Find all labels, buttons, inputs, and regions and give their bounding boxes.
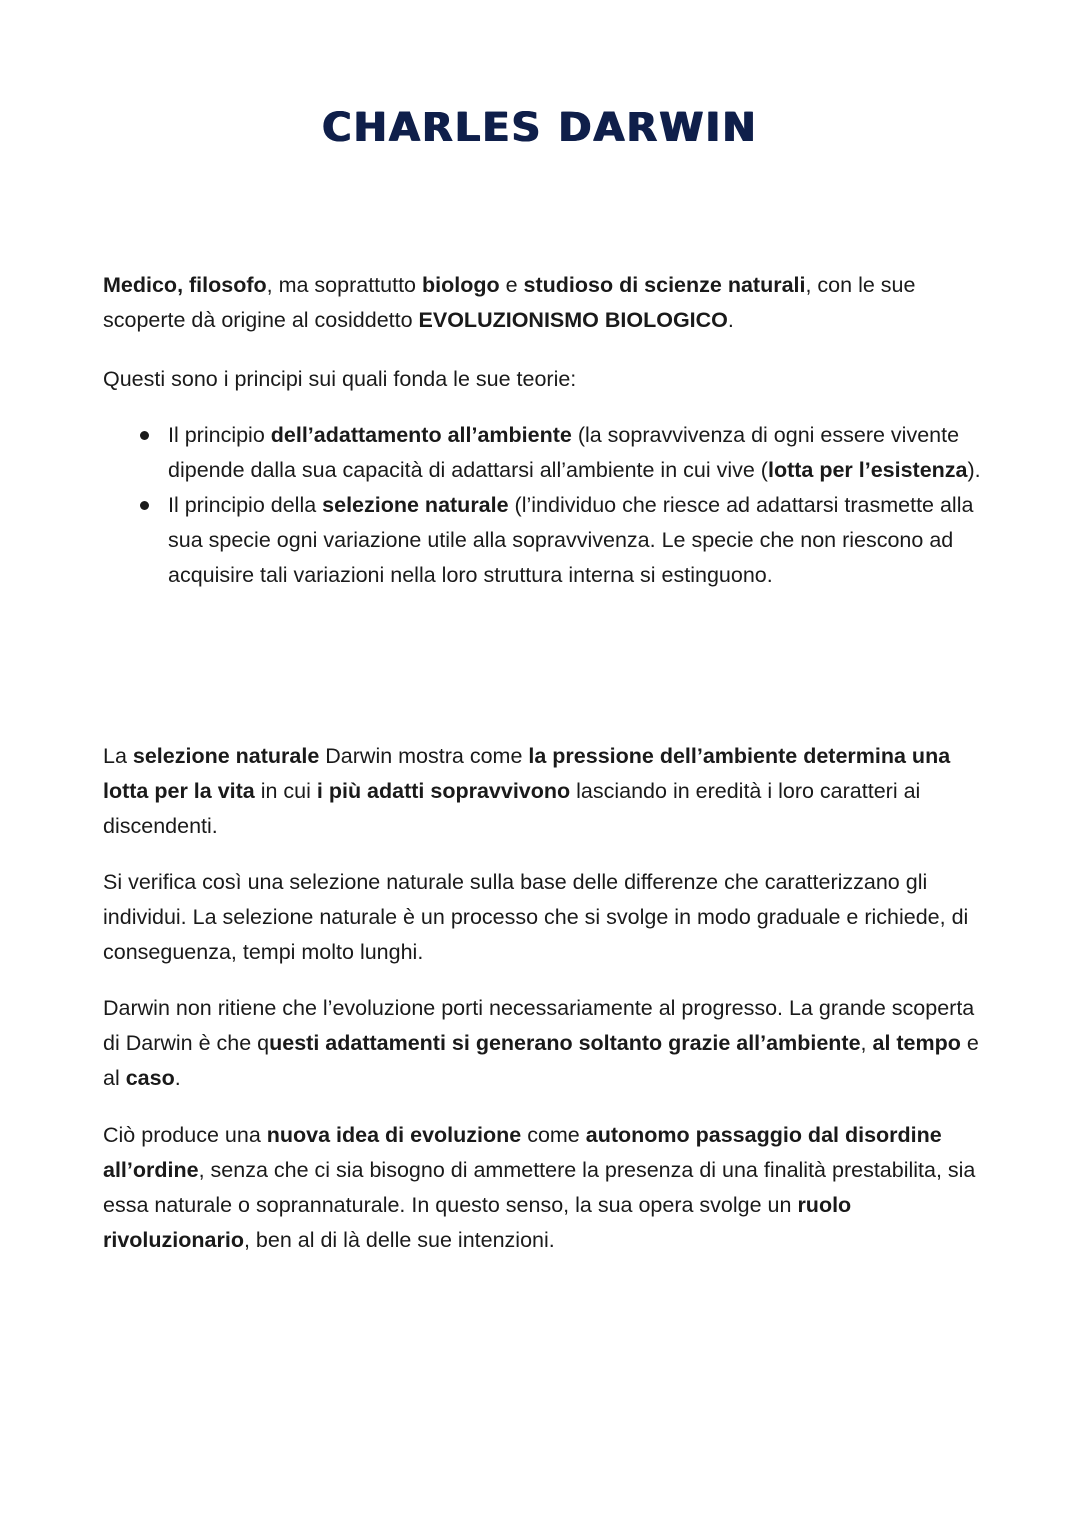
selection-paragraph <box>103 739 983 844</box>
para-bold: caso <box>125 1066 175 1090</box>
bullet-text: (la sopravvivenza di ogni essere vivente dipende dalla sua capacità di adattarsi all’ambiente in cui vive ( <box>168 423 960 482</box>
para-bold: nuova idea di evoluzione <box>266 1123 522 1147</box>
idea-paragraph <box>103 1118 983 1258</box>
para-text: , senza che ci sia bisogno di ammettere la presenza di una finalità prestabilita, sia essa naturale o soprannaturale. In questo senso, la sua opera svolge un <box>103 1158 976 1217</box>
para-text: Darwin non ritiene che l’evoluzione porti necessariamente al progresso. La grande scoperta di Darwin è che q <box>103 996 975 1055</box>
para-text: e al <box>103 1031 979 1090</box>
para-text: . <box>174 1066 181 1090</box>
bullet-icon <box>140 501 149 510</box>
intro-text: e <box>499 273 524 297</box>
list-item <box>103 488 983 593</box>
list-item <box>103 418 983 488</box>
page-title: CHARLES DARWIN <box>322 105 758 151</box>
para-text: lasciando in eredità i loro caratteri ai discendenti. <box>103 779 921 838</box>
bullet-text: ). <box>967 458 981 482</box>
para-bold: ruolo rivoluzionario <box>103 1193 852 1252</box>
bullet-bold: selezione naturale <box>322 493 509 517</box>
intro-bold-evoluzionismo: EVOLUZIONISMO BIOLOGICO <box>418 308 728 332</box>
progress-paragraph <box>103 991 983 1096</box>
para-text: in cui <box>254 779 317 803</box>
para-bold: la pressione dell’ambiente determina una lotta per la vita <box>103 744 951 803</box>
bullet-text: Il principio <box>168 423 271 447</box>
principles-intro <box>103 362 983 397</box>
para-bold: selezione naturale <box>132 744 320 768</box>
para-text: Ciò produce una <box>103 1123 267 1147</box>
para-bold: al tempo <box>872 1031 961 1055</box>
para-text: come <box>521 1123 586 1147</box>
para-bold: uesti adattamenti si generano soltanto grazie all’ambiente <box>269 1031 861 1055</box>
intro-bold-medico: Medico, filosofo <box>103 273 267 297</box>
principles-list <box>103 418 983 593</box>
para-text: Darwin mostra come <box>319 744 529 768</box>
intro-text: . <box>727 308 734 332</box>
para-text: , <box>860 1031 873 1055</box>
verify-paragraph <box>103 865 983 970</box>
intro-paragraph <box>103 268 983 338</box>
verify-text: Si verifica così una selezione naturale sulla base delle differenze che caratterizzano gli individui. La selezione naturale è un processo che si svolge in modo graduale e richiede, di conseguenza, tempi molto lunghi. <box>103 870 969 964</box>
bullet-icon <box>140 431 149 440</box>
intro-text: , con le sue scoperte dà origine al cosiddetto <box>103 273 916 332</box>
bullet-bold: dell’adattamento all’ambiente <box>270 423 572 447</box>
intro-bold-studioso: studioso di scienze naturali <box>523 273 806 297</box>
bullet-text: Il principio della <box>168 493 323 517</box>
para-bold: autonomo passaggio dal disordine all’ordine <box>103 1123 942 1182</box>
para-text: , ben al di là delle sue intenzioni. <box>243 1228 555 1252</box>
principles-intro-text: Questi sono i principi sui quali fonda le sue teorie: <box>103 367 577 391</box>
para-text: La <box>103 744 133 768</box>
intro-text: , ma soprattutto <box>266 273 422 297</box>
bullet-bold: lotta per l’esistenza <box>767 458 968 482</box>
para-bold: i più adatti sopravvivono <box>316 779 571 803</box>
intro-bold-biologo: biologo <box>422 273 500 297</box>
bullet-text: (l’individuo che riesce ad adattarsi trasmette alla sua specie ogni variazione utile alla sopravvivenza. Le specie che non riescono ad acquisire tali variazioni nella loro struttura interna si estinguono. <box>168 493 974 587</box>
